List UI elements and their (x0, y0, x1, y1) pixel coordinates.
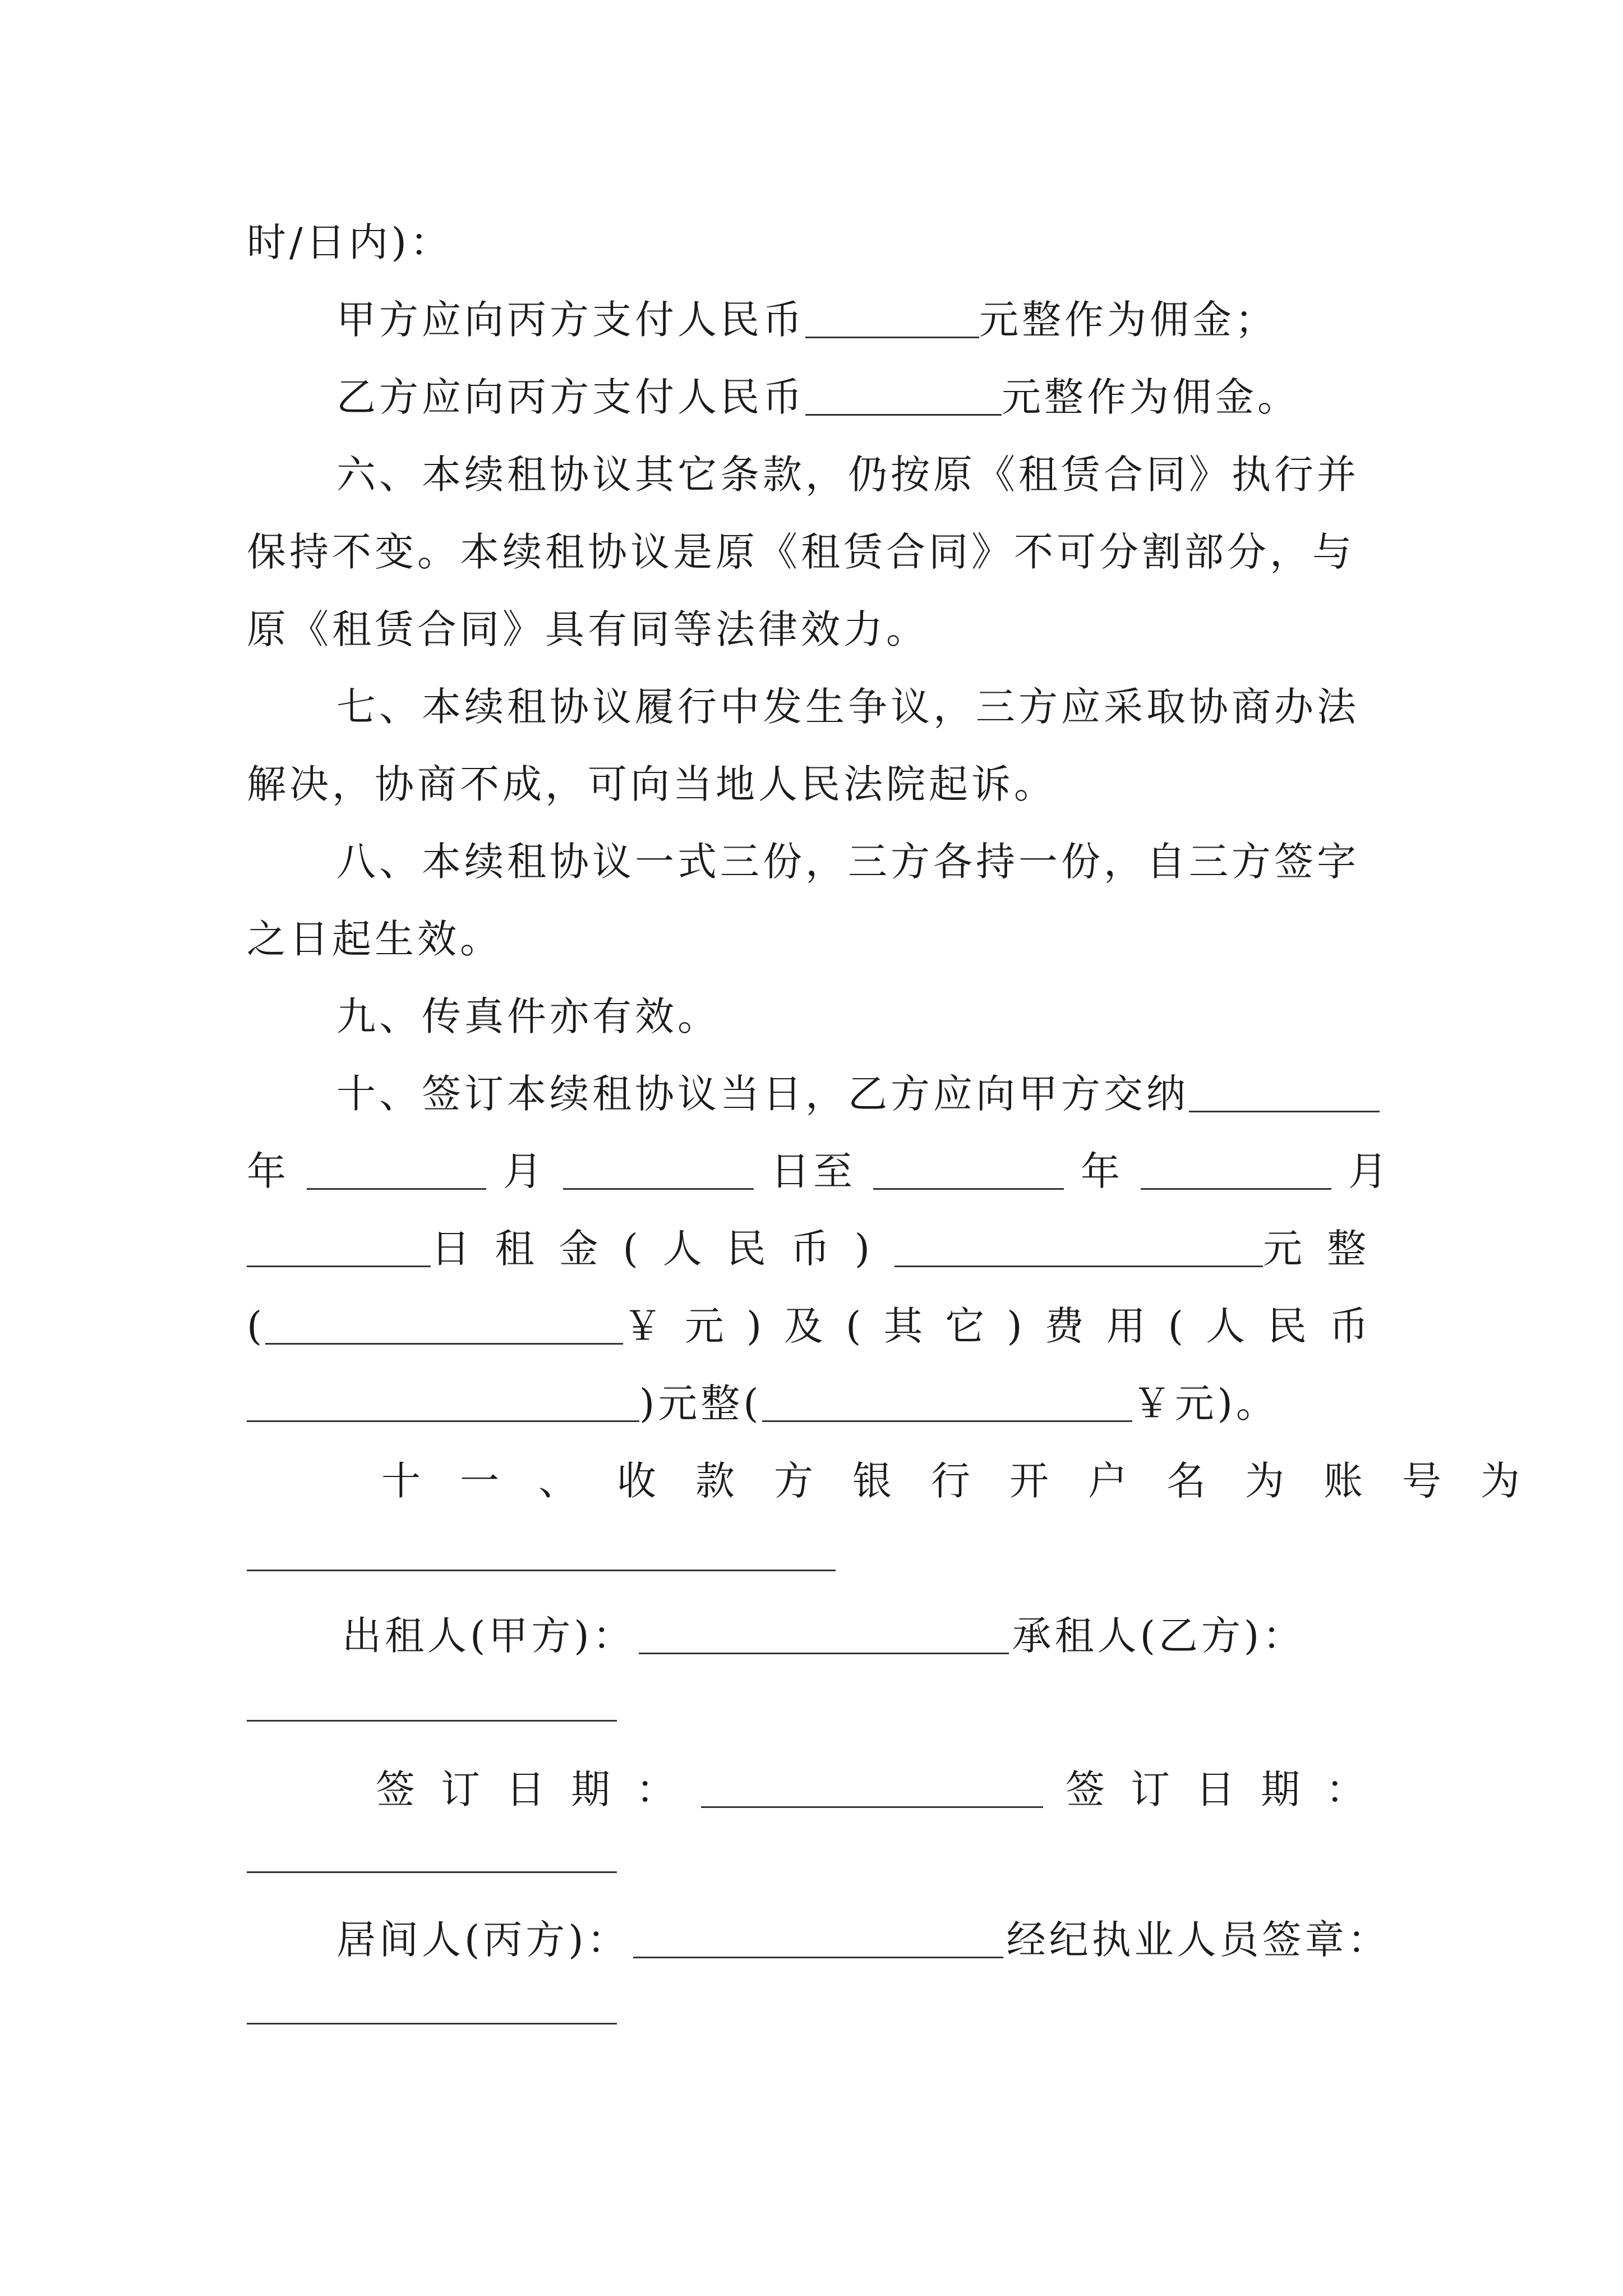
text-segment: 七、本续租协议履行中发生争议，三方应采取协商办法 (336, 684, 1359, 730)
fill-blank[interactable] (247, 1871, 617, 1873)
text-line (247, 1215, 1391, 1282)
text-line (247, 983, 1391, 1050)
text-segment: 签订日期： (376, 1766, 701, 1812)
fill-blank[interactable] (247, 2023, 617, 2024)
text-line (247, 1060, 1391, 1128)
text-line (247, 596, 1391, 663)
fill-blank[interactable] (1141, 1153, 1331, 1190)
text-segment: 签订日期： (1066, 1766, 1391, 1812)
text-segment: 之日起生效。 (247, 916, 502, 962)
text-segment: 元整 (1263, 1226, 1391, 1272)
text-segment: 十、签订本续租协议当日，乙方应向甲方交纳 (336, 1071, 1189, 1117)
text-segment: 年 (247, 1148, 289, 1194)
fill-blank[interactable] (805, 302, 979, 338)
text-line (247, 1447, 1559, 1515)
text-segment: ( (247, 1303, 266, 1349)
fill-blank[interactable] (701, 1772, 1043, 1808)
text-segment: 原《租赁合同》具有同等法律效力。 (247, 606, 929, 652)
text-segment: 元整作为佣金； (979, 297, 1278, 343)
text-segment: 日至 (771, 1148, 856, 1194)
spread-row (247, 1148, 1391, 1194)
text-line (247, 828, 1391, 895)
text-segment: 出租人(甲方)： (342, 1613, 635, 1659)
text-segment: 六、本续租协议其它条款，仍按原《租赁合同》执行并 (336, 452, 1359, 498)
fill-blank[interactable] (805, 379, 1002, 416)
text-line (247, 518, 1391, 586)
text-segment: 九、传真件亦有效。 (336, 993, 720, 1039)
text-line (247, 751, 1391, 818)
text-line (247, 673, 1391, 740)
text-segment: 承租人(乙方)： (1012, 1613, 1306, 1659)
fill-blank[interactable] (265, 1308, 623, 1345)
fill-blank[interactable] (895, 1231, 1263, 1267)
text-line (247, 1370, 1391, 1437)
text-segment: 乙方应向丙方支付人民币 (336, 374, 805, 420)
text-segment: 元整作为佣金。 (1002, 374, 1300, 420)
fill-blank[interactable] (1189, 1076, 1380, 1112)
text-segment: 年 (1081, 1148, 1123, 1194)
text-segment: )元整( (639, 1381, 762, 1427)
fill-blank[interactable] (247, 1570, 836, 1571)
text-line (247, 441, 1391, 508)
fill-blank[interactable] (563, 1153, 754, 1190)
text-segment: 日租金(人民币) (431, 1226, 895, 1272)
text-segment: 经纪执业人员签章： (1006, 1917, 1390, 1963)
fill-blank[interactable] (247, 1720, 617, 1722)
text-segment: 甲方应向丙方支付人民币 (336, 297, 805, 343)
text-line (247, 209, 1391, 276)
spread-row (247, 1303, 1391, 1349)
text-segment: 月 (503, 1148, 546, 1194)
text-line (247, 1756, 1391, 1823)
fill-blank[interactable] (633, 1922, 1003, 1958)
fill-blank[interactable] (639, 1618, 1009, 1654)
text-segment: 八、本续租协议一式三份，三方各持一份，自三方签字 (336, 839, 1359, 885)
text-line (247, 1906, 1413, 1973)
text-segment: ￥元)。 (1132, 1381, 1279, 1427)
fill-blank[interactable] (307, 1153, 486, 1190)
text-segment: 时/日内)： (247, 219, 453, 265)
text-segment: 保持不变。本续租协议是原《租赁合同》不可分割部分，与 (247, 529, 1355, 575)
text-line (247, 1138, 1391, 1205)
text-line (247, 1602, 1391, 1669)
text-segment: 居间人(丙方)： (336, 1917, 630, 1963)
text-segment: 解决，协商不成，可向当地人民法院起诉。 (247, 761, 1057, 807)
text-segment: 十一、收款方银行开户名为账号为 (381, 1458, 1559, 1504)
text-line (247, 364, 1391, 431)
text-line (247, 1292, 1391, 1360)
fill-blank[interactable] (873, 1153, 1064, 1190)
text-line (247, 905, 1391, 973)
fill-blank[interactable] (247, 1231, 431, 1267)
text-segment: 月 (1348, 1148, 1391, 1194)
fill-blank[interactable] (247, 1386, 639, 1422)
text-segment: ￥元)及(其它)费用(人民币 (623, 1303, 1391, 1349)
text-line (247, 286, 1391, 353)
fill-blank[interactable] (762, 1386, 1132, 1422)
spread-row (247, 1226, 1391, 1272)
